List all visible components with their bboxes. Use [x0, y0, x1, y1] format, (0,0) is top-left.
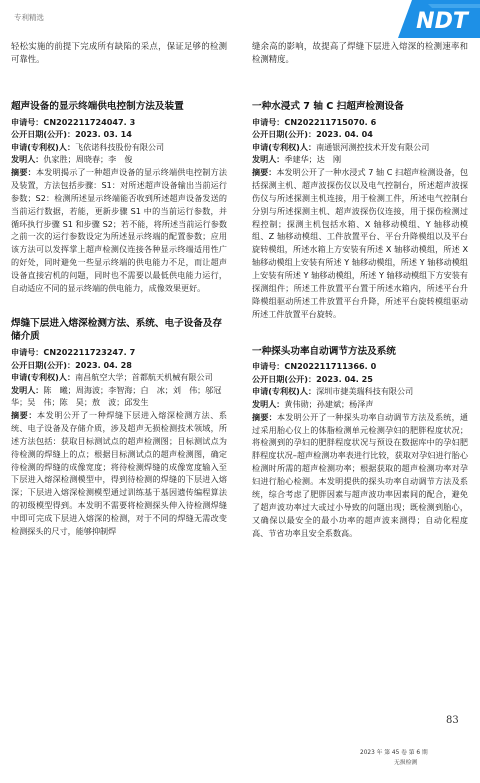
inventors: 发明人：黄伟勋；孙建斌；杨泽声 [252, 399, 374, 410]
patent-title: 一种探头功率自动调节方法及系统 [252, 345, 396, 357]
application-number: 申请号：CN202211715070. 6 [252, 116, 377, 127]
publication-date: 公开日期(公开)：2023. 04. 04 [252, 129, 373, 140]
applicant: 申请(专利权)人：深圳市捷美瑞科技有限公司 [252, 386, 414, 397]
application-number: 申请号：CN202211723247. 7 [11, 346, 136, 357]
patent-entry [11, 317, 227, 538]
patent-entry [11, 100, 227, 295]
abstract: 摘要：本发明公开了一种探头功率自动调节方法及系统，通过采用胎心仪上的体脂检测单元检测孕妇的肥胖程度状况；将检测到的孕妇的肥胖程度状况与预设在数据库中的孕妇肥胖程度状况–超声检测功率表进行比较，获取对孕妇进行胎心检测时所需的超声检测功率；根据获取的超声检测功率对孕妇进行胎心检测。本发明提供的探头功率自动调节方法及系统，综合考虑了肥胖因素与超声波功率因素间的配合，避免了超声波功率过大或过小导致的问题出现；既检测到胎心，又确保以最安全的最小功率的超声波来测得；自动化程度高、节省功率且安全系数高。 [252, 411, 468, 538]
left-intro-text: 轻松实施的前提下完成所有缺陷的采点，保证足够的检测可靠性。 [11, 41, 227, 64]
patent-title: 焊缝下层进入熔深检测方法、系统、电子设备及存储介质 [11, 317, 223, 343]
left-column [11, 40, 227, 538]
logo-text: NDT [416, 9, 468, 34]
publication-date: 公开日期(公开)：2023. 04. 28 [11, 359, 132, 370]
applicant: 申请(专利权)人：飞依诺科技股份有限公司 [11, 141, 165, 152]
patent-title: 一种水浸式 7 轴 C 扫超声检测设备 [252, 101, 404, 112]
journal-name: 无损检测 [394, 760, 418, 766]
section-label: 专利精选 [14, 13, 44, 22]
publication-date: 公开日期(公开)：2023. 03. 14 [11, 129, 132, 140]
applicant: 申请(专利权)人：南通银河测控技术开发有限公司 [252, 141, 430, 152]
abstract: 摘要：本发明公开了一种水浸式 7 轴 C 扫超声检测设备，包括探测主机、超声波探伤仪以及电气控制台，所述超声波探伤仪与所述探测主机连接，用于检测工件，所述电气控制台分别与所述探测主机、超声波探伤仪连接，用于探伤检测过程控制；探测主机包括水箱、X 轴移动模组、Y 轴移动模组、Z 轴移动模组、工件放置平台、平台升降模组以及平台旋转模组，所述水箱上方安装有所述 X 轴移动模组，所述 X 轴移动模组上安装有所述 Y 轴移动模组，所述 Y 轴移动模组上安装有所述 Y 轴移动模组，所述 Y 轴移动模组下方安装有探测组件；所述工件放置平台置于所述水箱内，所述平台升降模组驱动所述工件放置平台升降，所述平台旋转模组驱动所述工件放置平台旋转。 [252, 166, 468, 319]
application-number: 申请号：CN202211724047. 3 [11, 116, 136, 127]
right-column [252, 40, 468, 540]
issue-info: 2023 年 第 45 卷 第 6 期 [360, 750, 428, 756]
patent-entry [252, 345, 468, 540]
inventors: 发明人：陈 曦；周海波；李智海；白 冰；刘 伟；邬冠华；吴 伟；陈 昊；敖 波；邱发生 [11, 384, 222, 408]
abstract: 摘要：本发明公开了一种焊缝下层进入熔深检测方法、系统、电子设备及存储介质，涉及超声无损检测技术领域，所述方法包括：获取目标测试点的超声检测图；目标测试点为待检测的焊缝上的点；根据目标测试点的超声检测图，确定待检测的焊缝的成像宽度；将待检测焊缝的成像宽度输入至下层进入熔深检测模型中，得到待检测的焊缝的下层进入熔深；下层进入熔深检测模型通过训练基于基因遗传编程算法的初级模型得到。本发明不需要将检测探头伸入待检测焊缝中即可完成下层进入熔深的检测，对于不同的焊缝无需改变检测探头的尺寸，能够抑制焊 [11, 409, 227, 537]
journal-logo [398, 0, 480, 38]
applicant: 申请(专利权)人：南昌航空大学；首都航天机械有限公司 [11, 372, 213, 383]
patent-title: 超声设备的显示终端供电控制方法及装置 [11, 101, 184, 112]
abstract: 摘要：本发明揭示了一种超声设备的显示终端供电控制方法及装置，方法包括步骤：S1：对所述超声设备输出当前运行参数；S2：检测所述显示终端能否收到所述超声设备发送的当前运行数据，若能，更新步骤 S1 中的当前运行参数，并循环执行步骤 S1 和步骤 S2；若不能，将所述当前运行参数之前一次的运行参数设定为所述显示终端的配置参数；应用该方法可以发挥掌上超声检测仪连接各种显示终端适用性广的好处，同时避免一些显示终端的供电能力不足，而让超声设备直接宕机的问题，同时也不需要以最低供电能力运行，自动适应不同的显示终端的供电能力，成像效果更好。 [11, 166, 227, 294]
patent-entry [252, 100, 468, 321]
publication-date: 公开日期(公开)：2023. 04. 25 [252, 373, 373, 384]
page-number: 83 [446, 715, 459, 726]
inventors: 发明人：仇家胜；周晓春；李 俊 [11, 154, 133, 165]
inventors: 发明人：季建华；达 刚 [252, 154, 342, 165]
right-intro-text: 缝余高的影响，故提高了焊缝下层进入熔深的检测速率和检测精度。 [252, 41, 468, 64]
application-number: 申请号：CN202211711366. 0 [252, 361, 377, 372]
